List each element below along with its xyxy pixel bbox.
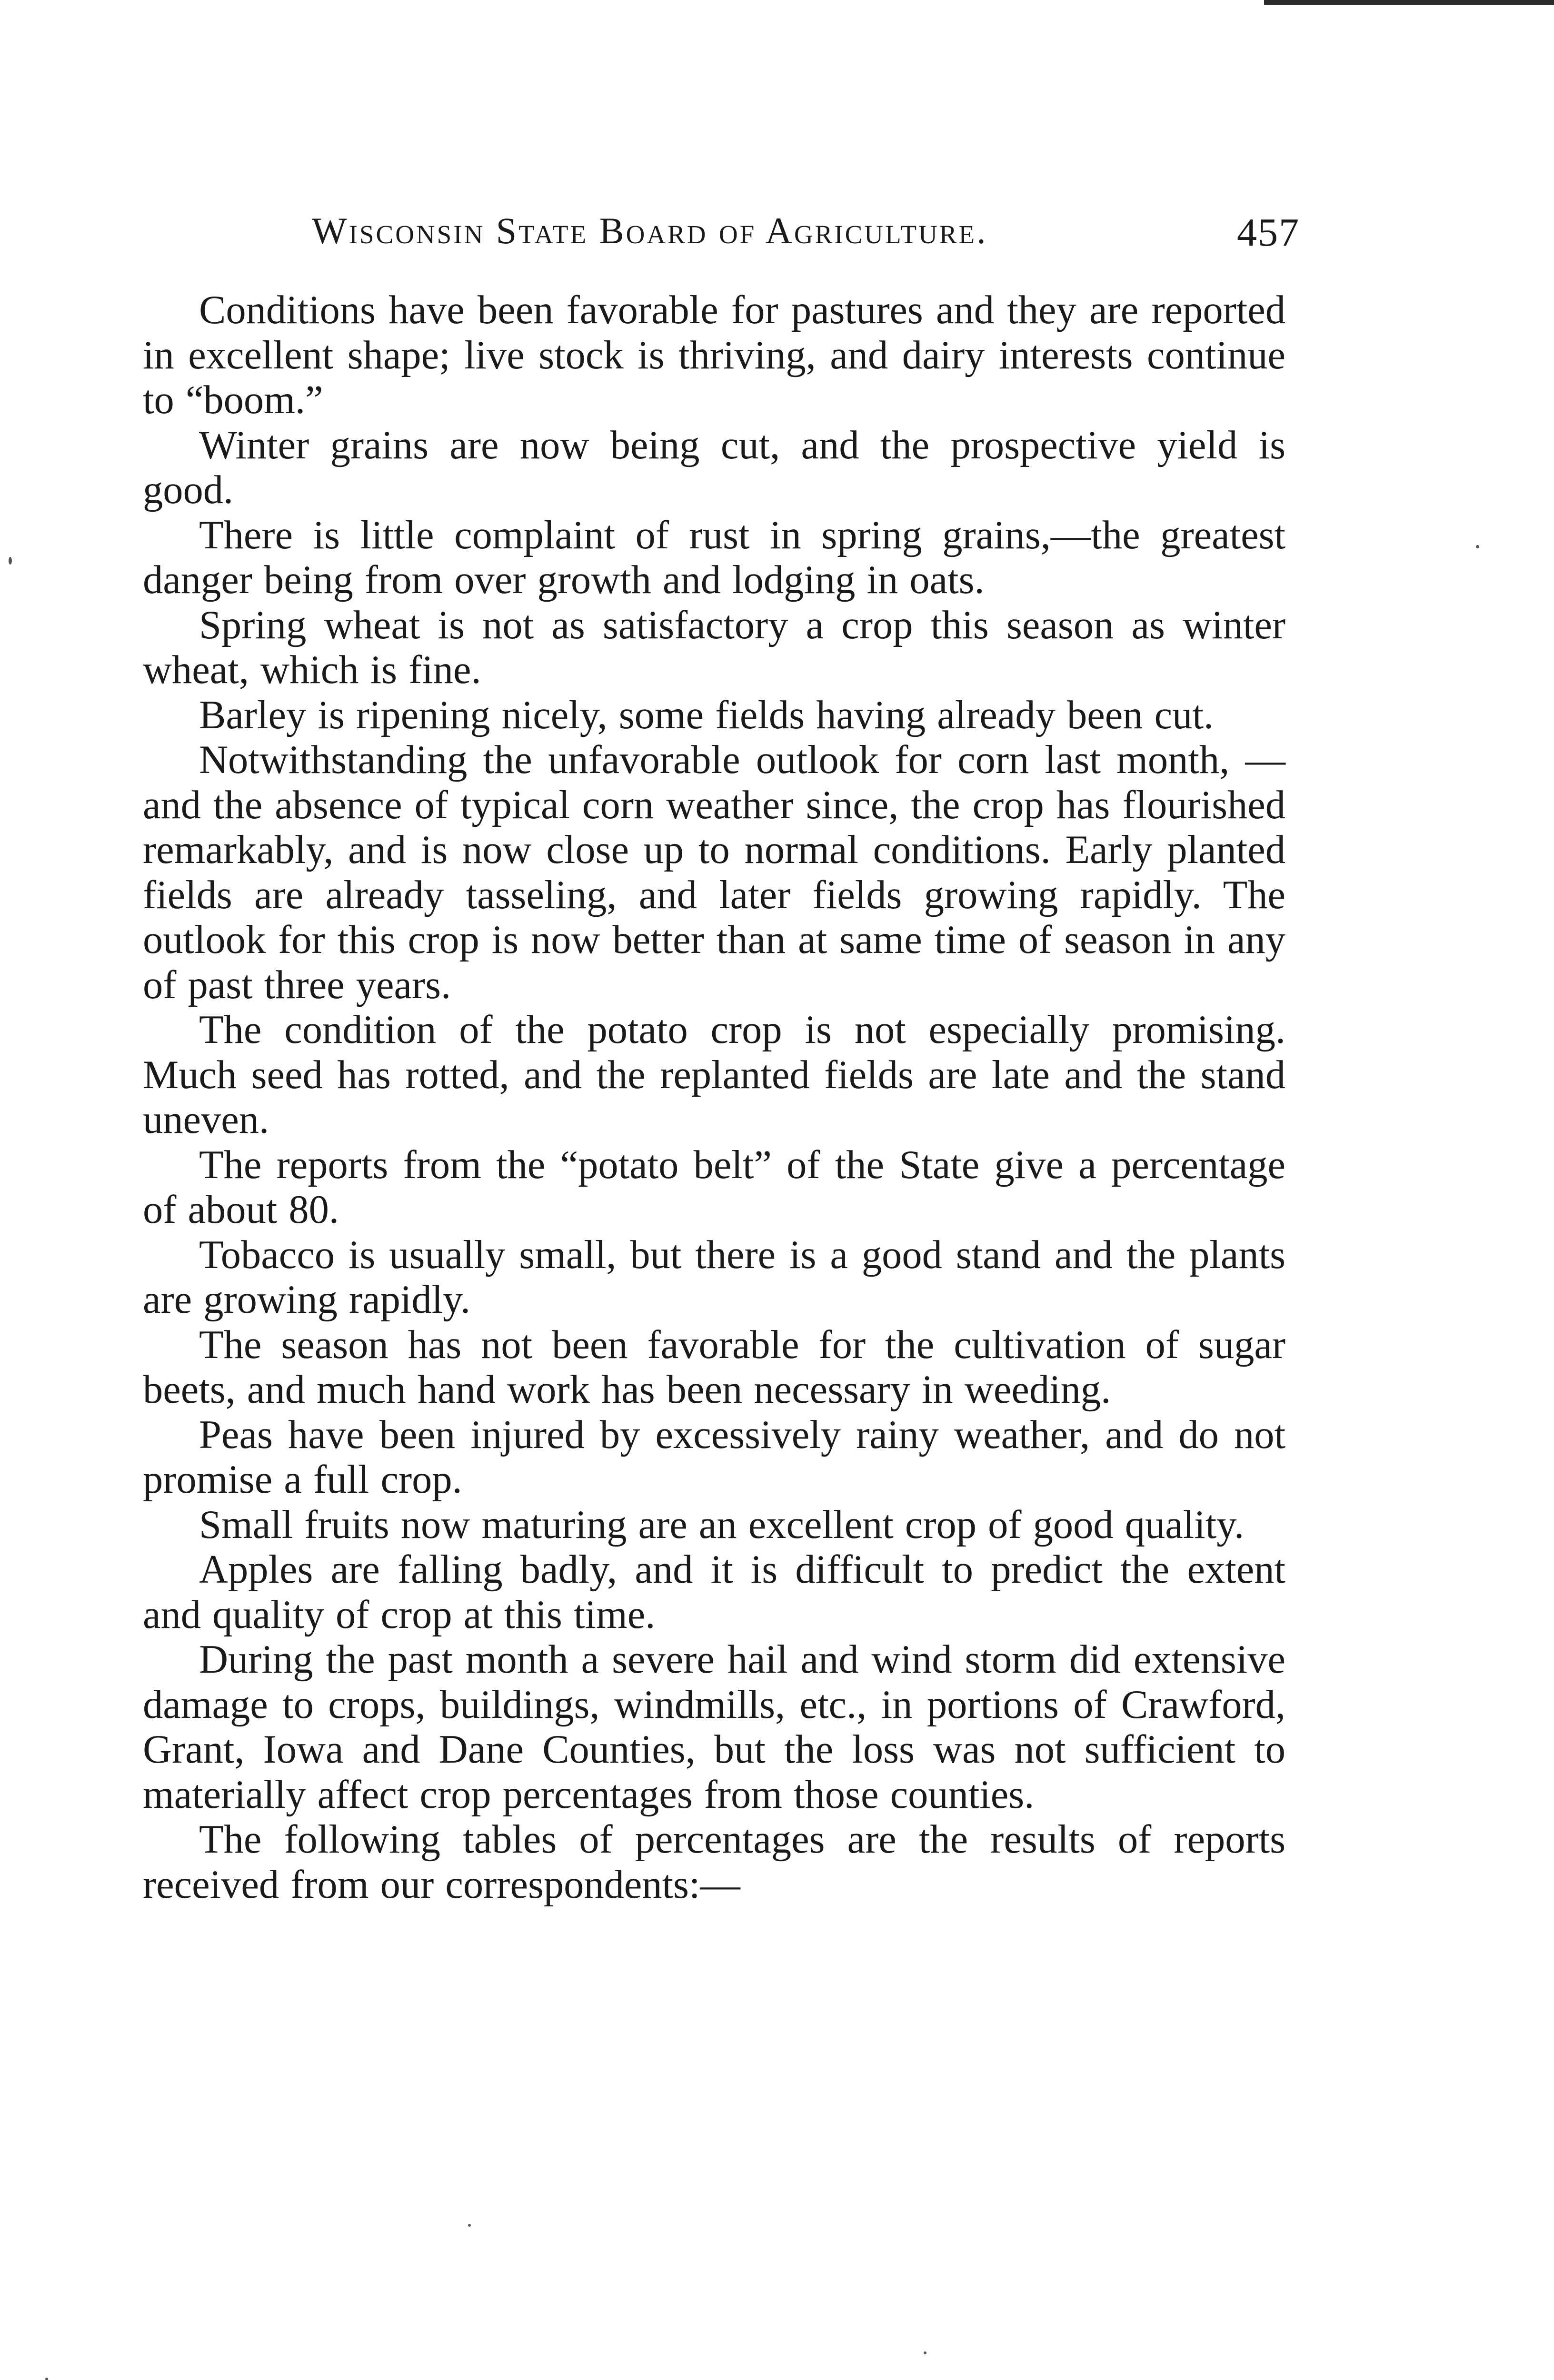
paragraph-potato: The condition of the potato crop is not especially promising. Much seed has rotted, and the replanted fields are late and the stand uneven. bbox=[143, 1008, 1285, 1142]
paragraph-spring-wheat: Spring wheat is not as satisfactory a crop this season as winter wheat, which is fine. bbox=[143, 603, 1285, 692]
paragraph-peas: Peas have been injured by excessively rainy weather, and do not promise a full crop. bbox=[143, 1412, 1285, 1502]
paragraph-tables-intro: The following tables of percentages are the results of reports received from our correspondents:— bbox=[143, 1817, 1285, 1907]
paragraph-rust: There is little complaint of rust in spring grains,—the greatest danger being from over growth and lodging in oats. bbox=[143, 513, 1285, 602]
scan-speck bbox=[468, 2224, 471, 2227]
running-title: Wisconsin State Board of Agriculture. bbox=[312, 210, 988, 251]
paragraph-tobacco: Tobacco is usually small, but there is a good stand and the plants are growing rapidly. bbox=[143, 1232, 1285, 1322]
paragraph-winter-grains: Winter grains are now being cut, and the prospective yield is good. bbox=[143, 423, 1285, 512]
paragraph-pastures: Conditions have been favorable for pastures and they are reported in excellent shape; live stock is thriving, and dairy interests continue to “boom.” bbox=[143, 288, 1285, 422]
scan-speck bbox=[45, 2378, 48, 2380]
scan-speck bbox=[9, 557, 12, 565]
paragraph-barley: Barley is ripening nicely, some fields having already been cut. bbox=[199, 693, 1214, 737]
running-head bbox=[312, 209, 1300, 267]
paragraph-corn: Notwithstanding the unfavorable outlook for corn last month, —and the absence of typical corn weather since, the crop has flourished remarkably, and is now close up to normal conditions. Early planted fields are already tasseling, and later fields growing rapidly. The outlook for this crop is now better than at same time of season in any of past three years. bbox=[143, 738, 1285, 1007]
page-number: 457 bbox=[1237, 210, 1300, 255]
scan-speck bbox=[924, 2351, 926, 2354]
paragraph-storm: During the past month a severe hail and wind storm did extensive damage to crops, buildings, windmills, etc., in portions of Crawford, Grant, Iowa and Dane Counties, but the loss was not sufficient to materially affect crop percentages from those counties. bbox=[143, 1637, 1285, 1817]
scan-speck bbox=[1476, 545, 1479, 548]
body-text bbox=[143, 288, 1285, 1907]
paragraph-apples: Apples are falling badly, and it is difficult to predict the extent and quality of crop at this time. bbox=[143, 1547, 1285, 1637]
paragraph-small-fruits: Small fruits now maturing are an excellent crop of good quality. bbox=[199, 1502, 1245, 1547]
paragraph-potato-belt: The reports from the “potato belt” of the State give a percentage of about 80. bbox=[143, 1142, 1285, 1232]
paragraph-sugar-beets: The season has not been favorable for the cultivation of sugar beets, and much hand work has been necessary in weeding. bbox=[143, 1322, 1285, 1412]
top-edge-rule bbox=[1264, 0, 1554, 5]
